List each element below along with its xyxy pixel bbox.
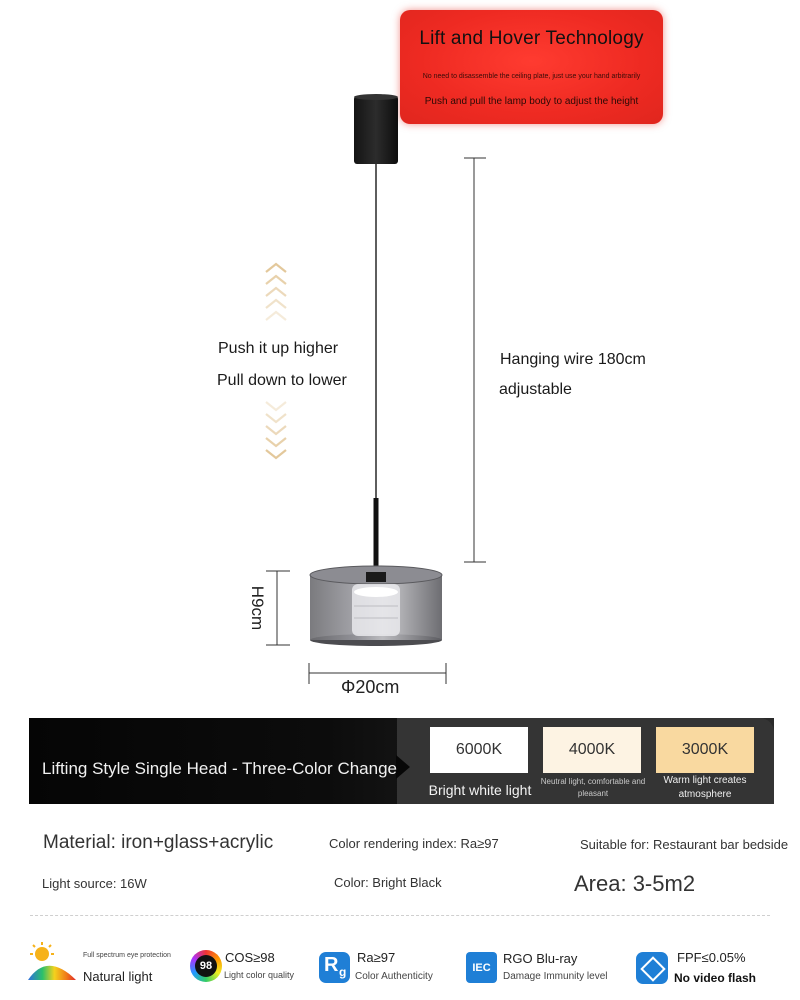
wire-length-label: Hanging wire 180cm [500, 351, 646, 368]
down-chevron-icon [266, 402, 286, 458]
arrow-pointer [396, 755, 410, 779]
height-marker [266, 571, 290, 645]
spec-light-source: Light source: 16W [42, 876, 147, 891]
push-instruction: Push it up higher [218, 340, 339, 357]
feature-iec-sub: Damage Immunity level [503, 971, 608, 982]
up-chevron-icon [266, 264, 286, 320]
cos-badge: 98 [195, 955, 217, 977]
pull-instruction: Pull down to lower [217, 372, 347, 389]
feature-ra-sub: Color Authenticity [355, 971, 433, 982]
temp-4000k-desc: Neutral light, comfortable and pleasant [540, 777, 646, 798]
ra-badge-sub: g [339, 965, 347, 979]
spec-material: Material: iron+glass+acrylic [43, 832, 274, 853]
glass-shade [310, 566, 442, 646]
temp-3000k: 3000K [656, 727, 754, 773]
product-title: Lifting Style Single Head - Three-Color Change [42, 759, 397, 778]
ceiling-canopy [354, 94, 398, 164]
spec-color: Color: Bright Black [334, 875, 442, 890]
spec-area: Area: 3-5m2 [574, 871, 696, 896]
feature-cos-title: COS≥98 [225, 950, 275, 965]
height-label: H9cm [248, 585, 267, 631]
temp-6000k: 6000K [430, 727, 528, 773]
cos-98-icon [190, 950, 222, 982]
wire-length-marker [464, 158, 486, 562]
ra-badge: R [324, 954, 339, 976]
diameter-label: Φ20cm [341, 677, 400, 697]
wire-adjustable-label: adjustable [499, 381, 572, 398]
banner-subtitle: No need to disassemble the ceiling plate, just use your hand arbitrarily [422, 73, 641, 80]
sun-spectrum-icon [26, 940, 78, 982]
spec-suitable: Suitable for: Restaurant bar bedside [580, 837, 789, 852]
iec-icon: IEC [466, 952, 497, 983]
feature-natural-sub: Full spectrum eye protection [83, 952, 171, 959]
banner-subtitle-2: Push and pull the lamp body to adjust the height [424, 96, 639, 107]
feature-iec-title: RGO Blu-ray [503, 951, 578, 966]
feature-natural-title: Natural light [83, 969, 153, 984]
feature-fpf-sub: No video flash [674, 971, 757, 985]
temp-3000k-desc: Warm light creates atmosphere [663, 775, 747, 800]
temp-4000k: 4000K [543, 727, 641, 773]
temp-6000k-desc: Bright white light [428, 782, 532, 798]
divider [30, 915, 770, 916]
wire-stem [374, 498, 379, 570]
feature-cos-sub: Light color quality [224, 970, 295, 980]
banner-title: Lift and Hover Technology [419, 28, 644, 49]
feature-ra-title: Ra≥97 [357, 950, 396, 965]
feature-fpf-title: FPF≤0.05% [677, 950, 746, 965]
ra-icon [319, 952, 350, 983]
diamond-shield-icon [636, 952, 668, 984]
spec-cri: Color rendering index: Ra≥97 [329, 836, 499, 851]
